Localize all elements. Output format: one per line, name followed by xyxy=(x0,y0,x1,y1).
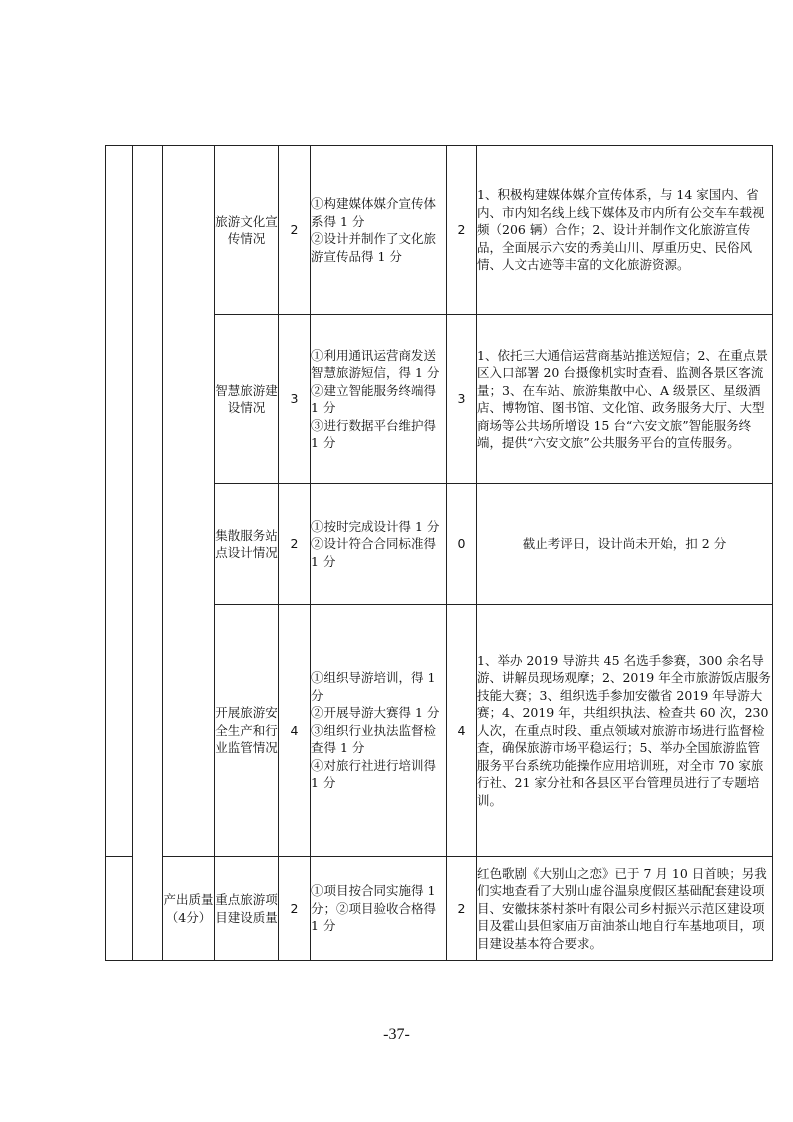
indicator-weight: 3 xyxy=(279,315,311,484)
evaluation-result: 截止考评日，设计尚未开始，扣 2 分 xyxy=(477,484,773,605)
standard-item: ①项目按合同实施得 1 分；②项目验收合格得 1 分 xyxy=(311,883,437,934)
indicator-weight: 4 xyxy=(279,605,311,857)
standard-item: ②建立智能服务终端得 1 分 xyxy=(311,382,437,415)
evaluation-result: 1、举办 2019 导游共 45 名选手参赛，300 余名导游、讲解员现场观摩；2、2019 年全市旅游饭店服务技能大赛；3、组织选手参加安徽省 2019 年导游大赛；4、2019 年，共组织执法、检查共 60 次，230 人次，在重点时段、重点领域对旅游市场进行监督检查，确保旅游市场平稳运行；5、举办全国旅游监管服务平台系统功能操作应用培训班，对全市 70 家旅行社、21 家分社和各县区平台管理员进行了专题培训。 xyxy=(477,605,773,857)
outer-category-cell xyxy=(106,857,133,961)
scoring-standard xyxy=(311,484,447,605)
indicator-name: 智慧旅游建设情况 xyxy=(215,315,279,484)
indicator-score: 0 xyxy=(447,484,477,605)
evaluation-result: 1、积极构建媒体媒介宣传体系，与 14 家国内、省内、市内知名线上线下媒体及市内所有公交车车载视频（206 辆）合作；2、设计并制作文化旅游宣传品，全面展示六安的秀美山川、厚重历史、民俗风情、人文古迹等丰富的文化旅游资源。 xyxy=(477,146,773,315)
indicator-weight: 2 xyxy=(279,146,311,315)
standard-item: ②设计并制作了文化旅游宣传品得 1 分 xyxy=(311,231,437,264)
scoring-standard xyxy=(311,146,447,315)
indicator-group-cell xyxy=(163,146,215,857)
scoring-standard xyxy=(311,857,447,961)
standard-item: ①利用通讯运营商发送智慧旅游短信，得 1 分 xyxy=(311,347,440,380)
indicator-score: 2 xyxy=(447,146,477,315)
indicator-score: 4 xyxy=(447,605,477,857)
standard-item: ①按时完成设计得 1 分 xyxy=(311,518,440,534)
indicator-weight: 2 xyxy=(279,484,311,605)
scoring-standard xyxy=(311,315,447,484)
output-quality-category: 产出质量（4分） xyxy=(163,857,215,961)
indicator-weight: 2 xyxy=(279,857,311,961)
evaluation-result: 红色歌剧《大别山之恋》已于 7 月 10 日首映；另我们实地查看了大别山虚谷温泉度假区基础配套建设项目、安徽抹茶村茶叶有限公司乡村振兴示范区建设项目及霍山县但家庙万亩油茶山地自行车基地项目，项目建设基本符合要求。 xyxy=(477,857,773,961)
indicator-score: 2 xyxy=(447,857,477,961)
evaluation-result: 1、依托三大通信运营商基站推送短信；2、在重点景区入口部署 20 台摄像机实时查看、监测各景区客流量；3、在车站、旅游集散中心、A 级景区、星级酒店、博物馆、图书馆、文化馆、政务服务大厅、大型商场等公共场所增设 15 台“六安文旅”智能服务终端，提供“六安文旅”公共服务平台的宣传服务。 xyxy=(477,315,773,484)
indicator-name: 旅游文化宣传情况 xyxy=(215,146,279,315)
standard-item: ③进行数据平台维护得 1 分 xyxy=(311,417,437,450)
indicator-score: 3 xyxy=(447,315,477,484)
indicator-name: 集散服务站点设计情况 xyxy=(215,484,279,605)
sub-category-cell xyxy=(133,146,163,961)
standard-item: ②开展导游大赛得 1 分 xyxy=(311,705,440,721)
table-row xyxy=(106,857,773,961)
standard-item: ①组织导游培训，得 1 分 xyxy=(311,670,436,703)
standard-item: ②设计符合合同标准得 1 分 xyxy=(311,536,437,569)
outer-category-cell xyxy=(106,146,133,857)
standard-item: ①构建媒体媒介宣传体系得 1 分 xyxy=(311,196,437,229)
page-number: -37- xyxy=(383,1026,410,1043)
evaluation-table xyxy=(105,145,773,961)
indicator-name: 重点旅游项目建设质量 xyxy=(215,857,279,961)
table-row xyxy=(106,146,773,315)
indicator-name: 开展旅游安全生产和行业监管情况 xyxy=(215,605,279,857)
standard-item: ④对旅行社进行培训得 1 分 xyxy=(311,757,437,791)
standard-item: ③组织行业执法监督检查得 1 分 xyxy=(311,722,437,756)
scoring-standard xyxy=(311,605,447,857)
